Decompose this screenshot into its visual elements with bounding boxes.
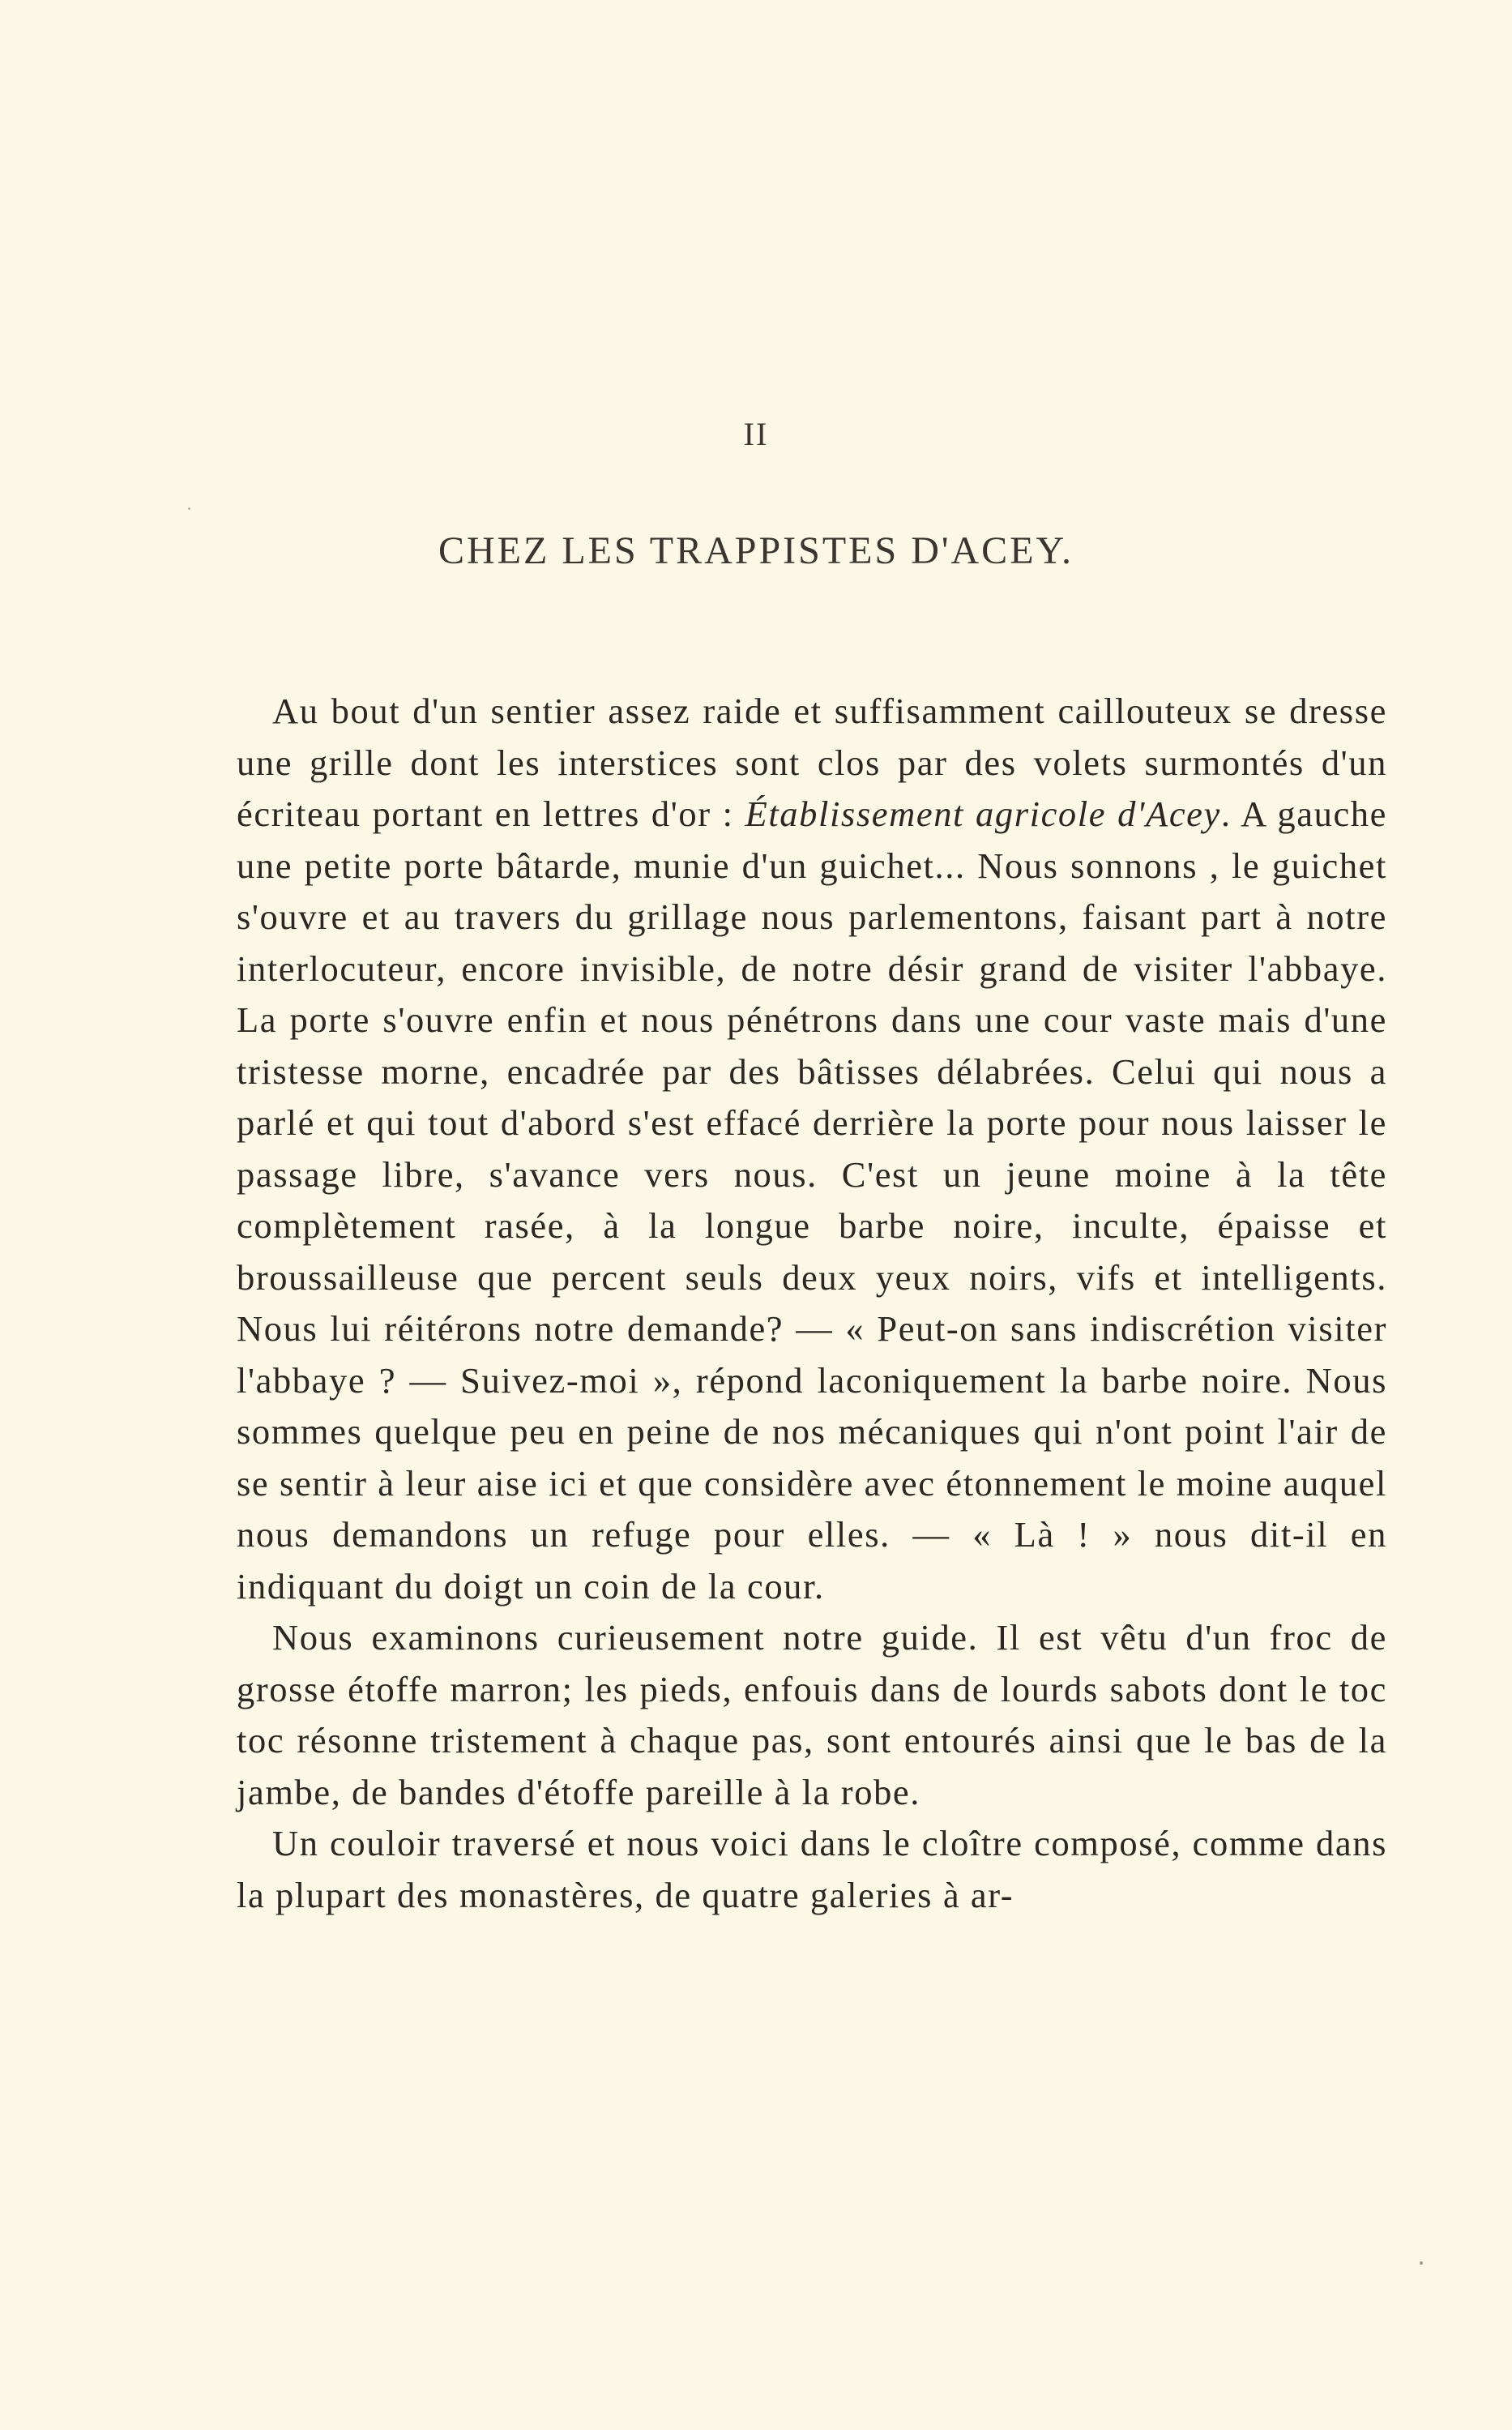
paragraph-1 xyxy=(237,686,1387,1612)
body-text xyxy=(237,686,1387,1921)
paragraph-1-italic-sign-text: Établissement agricole d'Acey xyxy=(745,794,1221,834)
chapter-number: II xyxy=(743,416,769,452)
paragraph-3: Un couloir traversé et nous voici dans le cloître composé, comme dans la plupart des monastères, de quatre galeries à ar- xyxy=(237,1823,1387,1915)
page-speck xyxy=(1420,2261,1423,2265)
page-speck xyxy=(188,507,190,510)
chapter-title: CHEZ LES TRAPPISTES D'ACEY. xyxy=(438,529,1074,572)
paragraph-1-text-a: Au bout d'un sentier assez raide et suffisamment caillouteux se dresse une grille dont les interstices sont clos par des volets surmontés d'un écriteau portant en lettres d'or : xyxy=(237,691,1387,834)
paragraph-1-text-b: . A gauche une petite porte bâtarde, munie d'un guichet... Nous sonnons , le guichet s'ouvre et au travers du grillage nous parlementons, faisant part à notre interlocuteur, encore invisible, de notre désir grand de visiter l'abbaye. La porte s'ouvre enfin et nous pénétrons dans une cour vaste mais d'une tristesse morne, encadrée par des bâtisses délabrées. Celui qui nous a parlé et qui tout d'abord s'est effacé derrière la porte pour nous laisser le passage libre, s'avance vers nous. C'est un jeune moine à la tête complètement rasée, à la longue barbe noire, inculte, épaisse et broussailleuse que percent seuls deux yeux noirs, vifs et intelligents. Nous lui réitérons notre demande? — « Peut-on sans indiscrétion visiter l'abbaye ? — Suivez-moi », répond laconiquement la barbe noire. Nous sommes quelque peu en peine de nos mécaniques qui n'ont point l'air de se sentir à leur aise ici et que considère avec étonnement le moine auquel nous demandons un refuge pour elles. — « Là ! » nous dit-il en indiquant du doigt un coin de la cour. xyxy=(237,794,1388,1606)
paragraph-2: Nous examinons curieusement notre guide. Il est vêtu d'un froc de grosse étoffe marron; les pieds, enfouis dans de lourds sabots dont le toc toc résonne tristement à chaque pas, sont entourés ainsi que le bas de la jambe, de bandes d'étoffe pareille à la robe. xyxy=(237,1617,1387,1812)
